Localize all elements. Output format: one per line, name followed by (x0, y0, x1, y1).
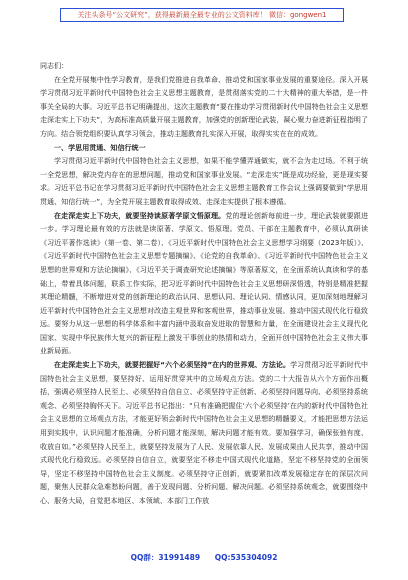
contact-footer (0, 552, 408, 563)
paragraph-4 (40, 359, 368, 509)
paragraph-3 (40, 210, 368, 360)
footer-qq: QQ:535304092 (214, 553, 278, 562)
paragraph-3-lead: 在走深走实上下功夫，就要坚持读原著学原文悟原理。 (54, 211, 226, 220)
paragraph-3-text: 党的理论创新每前进一步，理论武装就要跟进一步。学习理论最有效的方法就是读原著、学原文、悟原理。党员、干部在主题教育中，必须认真研读《习近平著作选读》（第一卷、第二卷）、《习近平新时代中国特色社会主义思想学习纲要（2023年版）》、《习近平新时代中国特色社会主义思想专题摘编》、《论党的自我革命》、《习近平新时代中国特色社会主义思想的世界观和方法论摘编》、《习近平关于调查研究论述摘编》等原著原文，在全面系统认真读和学的基础上，带着具体问题，联系工作实际，把习近平新时代中国特色社会主义思想研深悟透，特别是精准把握其理论精髓，不断增进对党的创新理论的政治认同、思想认同、理论认同、情感认同，更加深刻地理解习近平新时代中国特色社会主义思想对改造主观世界和客观世界，推动事业发展。推动中国式现代化行稳致远。要努力从这一思想的科学体系和丰富内涵中汲取奋发进取的智慧和力量，在全面建设社会主义现代化国家、实现中华民族伟大复兴的新征程上激发干事创业的热情和动力，全面开创中国特色社会主义伟大事业新局面。 (40, 211, 369, 356)
footer-qq-group: QQ群：31991489 (130, 553, 201, 562)
salutation: 同志们： (40, 62, 69, 70)
paragraph-intro: 在全党开展集中性学习教育，是我们党推进自我革命、推动党和国家事业发展的重要途径。深入开展学习贯彻习近平新时代中国特色社会主义思想主题教育，是贯彻落实党的二十大精神的重大举措，是一件事关全局的大事。习近平总书记明确提出，这次主题教育“要在推动学习贯彻新时代中国特色社会主义思想走深走实上下功夫”，为高标准高质量开展主题教育，加强党的创新理论武装，凝心聚力奋进新征程指明了方向。结合领党组织要认真学习领会，推动主题教育扎实深入开展，取得实实在在的成效。 (40, 75, 368, 138)
paragraph-2: 学习贯彻习近平新时代中国特色社会主义思想，如果不能学懂弄通做实，就不会为走过场。不利于统一全党思想，解决党内存在的思想问题，推动党和国家事业发展。“走深走实”既是成功经验，更是现实要求。习近平总书记在学习贯彻习近平新时代中国特色社会主义思想主题教育工作会议上强调要做到“学思用贯通、知信行统一”，为全党开展主题教育取得成效、走深走实提供了根本遵循。 (40, 157, 368, 206)
section-heading: 一、学思用贯通、知信行统一 (54, 143, 146, 152)
paragraph-4-text: 学习贯彻习近平新时代中国特色社会主义思想，要坚持好、运用好贯穿其中的立场观点方法。党的二十大报告从六个方面作出概括，强调必须坚持人民至上、必须坚持自信自立、必须坚持守正创新、必须坚持问题导向、必须坚持系统观念、必须坚持胸怀天下。习近平总书记指出：“只有准确把握住‘六个必须坚持’在内的新时代中国特色社会主义思想的立场观点方法，才能更好领会新时代中国特色社会主义思想的精髓要义，才能把思想方法运用到实践中，认识问题才能准确，分析问题才能深刻，解决问题才能有效。要加强学习，确保张弛有度、收放自如。”必须坚持人民至上，就要坚持发展为了人民、发展依靠人民、发展成果由人民共享，推动中国式现代化行稳致远。必须坚持自信自立，就要坚定不移走中国式现代化道路，坚定不移坚持党的全面领导，坚定不移坚持中国特色社会主义制度。必须坚持守正创新，就要紧扣改革发展稳定存在的深层次问题，聚焦人民群众急难愁盼问题，善于发现问题、分析问题、解决问题。必须坚持系统观念，就要围绕中心、服务大局，自觉把本地区、本领域、本部门工作放 (40, 361, 368, 505)
paragraph-4-lead: 在走深走实上下功夫，就要把握好“六个必须坚持”在内的世界观、方法论。 (54, 361, 291, 370)
promo-banner: 关注头条号“公文研究”，获得最新最全最专业的公文资料库！ 微信：gongwen1 (60, 8, 344, 22)
document-body (40, 60, 368, 509)
